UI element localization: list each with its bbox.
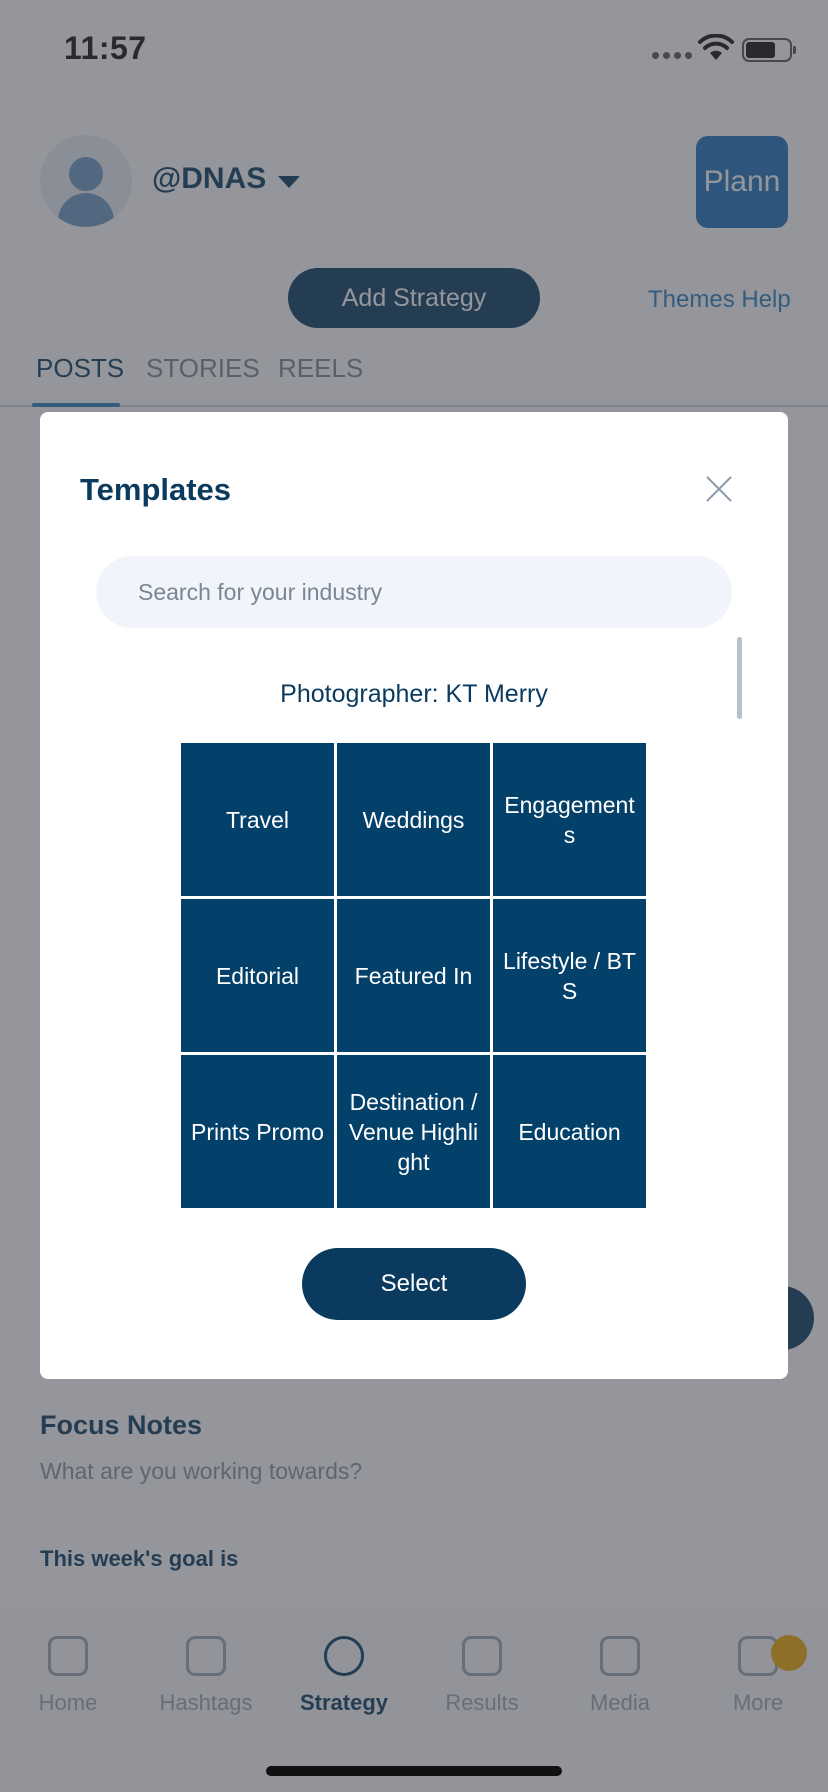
- grid-tile[interactable]: Education: [493, 1055, 646, 1208]
- close-icon[interactable]: [702, 472, 736, 506]
- modal-title: Templates: [80, 472, 232, 507]
- template-grid: [181, 743, 646, 1208]
- grid-tile[interactable]: Engagements: [493, 743, 646, 896]
- templates-modal: [40, 412, 788, 1379]
- grid-tile[interactable]: Destination / Venue Highlight: [337, 1055, 490, 1208]
- home-indicator[interactable]: [266, 1766, 562, 1776]
- grid-tile[interactable]: Featured In: [337, 899, 490, 1052]
- grid-tile[interactable]: Travel: [181, 743, 334, 896]
- industry-search-input[interactable]: [96, 556, 732, 628]
- grid-tile[interactable]: Prints Promo: [181, 1055, 334, 1208]
- select-button[interactable]: Select: [302, 1248, 526, 1320]
- template-name: Photographer: KT Merry: [280, 680, 548, 708]
- grid-tile[interactable]: Weddings: [337, 743, 490, 896]
- grid-tile[interactable]: Editorial: [181, 899, 334, 1052]
- grid-tile[interactable]: Lifestyle / BTS: [493, 899, 646, 1052]
